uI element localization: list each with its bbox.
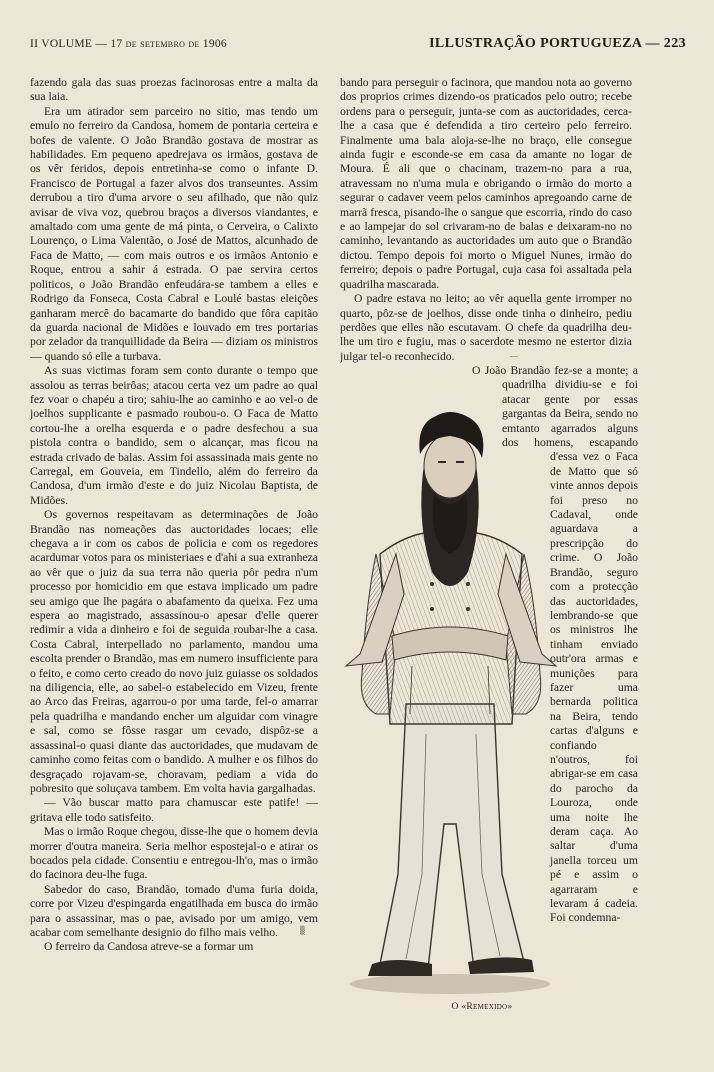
right-column-top bbox=[340, 76, 632, 364]
left-column bbox=[30, 76, 318, 1024]
header-publication-title: ILLUSTRAÇÃO PORTUGUEZA — 223 bbox=[429, 36, 686, 51]
ornament-mark: ▒ bbox=[300, 926, 305, 935]
right-column-lower bbox=[322, 364, 638, 1026]
paragraph: bando para perseguir o facinora, que mandou nota ao governo dos proprios crimes dizendo-os praticados pelo outro; recebe ordens para o perseguir, junta-se com as auctoridades, cerca-lhe a casa que é defendida a tiro certeiro pelo ferreiro. Finalmente uma bala aloja-se-lhe no braço, elle consegue ainda fugir e esconde-se em casa da amante no logar de Moura. É ali que o chacinam, trazem-no para a rua, atravessam no n'uma mula e obrigando o irmão do morto a segurar o cadaver veem pelos caminhos apregoando carne de marrã fresca, pisando-lhe o sangue que escorria, rindo do caso e ao lampejar do sol crivaram-no de balas e deixaram-no no caminho, levantando as auctoridades um auto que o Brandão dictou. Tempo depois foi morto o Miguel Nunes, irmão do ferreiro; depois o padre Portugal, cuja casa foi assaltada pela quadrilha mascarada. bbox=[340, 76, 632, 291]
paragraph: O ferreiro da Candosa atreve-se a formar um bbox=[44, 940, 254, 954]
header-volume-date: II VOLUME — 17 de setembro de 1906 bbox=[30, 38, 227, 50]
portrait-illustration bbox=[336, 404, 564, 1000]
ornament-dash: ⎯⎯ bbox=[510, 352, 518, 361]
paragraph: O padre estava no leito; ao vêr aquella gente irromper no quarto, pôz-se de joelhos, disse onde tinha o dinheiro, pediu perdões que elles não escutavam. O chefe da quadrilha deu-lhe um tiro e fugiu, mas o sacerdote mesmo ne estertor dizia julgar tel-o reconhecido. bbox=[340, 292, 632, 363]
paragraph: Os governos respeitavam as determinações de João Brandão nas nomeações das auctoridades locaes; elle chegava a ir com os cabos de policia e com os regedores acardumar votos para os ministeriaes e d'ahi a sua extranheza ao vêr que o juiz da sua terra não queria pôr pedra n'um processo por homicidio em que estava implicado um padre seu amigo que lhe pagára o abafamento da queixa. Fez uma espera ao magistrado, assassinou-o apesar d'elle querer redimir a vida a dinheiro e foi de seguida roubar-lhe a casa. Costa Cabral, interpellado no parlamento, mandou uma escolta prender o Brandão, mas em numero insufficiente para o feito, e como certo creado do novo juiz guiasse os soldados na diligencia, elle, ao sabel-o estabelecido em Vizeu, frente ao Arco das Freiras, agarrou-o por uma tarde, fel-o amarrar pela quadrilha e mandando encher um alguidar com vinagre e sal, como se fôsse rasgar um cevado, dispôz-se a assassinal-o quasi diante das auctoridades, que mudavam de caminho como feitas com o bandido. A mulher e os filhos do desgraçado rojavam-se, choravam, pediam a vida do pobresito que soluçava tambem. Em volta havia gargalhadas. bbox=[30, 508, 318, 795]
paragraph: — Vão buscar matto para chamuscar este patife! — gritava elle todo satisfeito. bbox=[30, 796, 318, 824]
paragraph: As suas victimas foram sem conto durante o tempo que assolou as terras beirôas; atacou certa vez um padre ao qual fez voar o chapéu a tiro; sahiu-lhe ao caminho e ao vel-o de joelhos supplicante e pasmado roubou-o. O Faca de Matto cortou-lhe a orelha esquerda e o padre desfechou a sua pistola contra o bandido, sem o alcançar, mas ficou na estrada crivado de balas. Assim foi assassinada mais gente no Carregal, em Gouveia, em Tindello, além do ferreiro da Candosa, d'um irmão d'este e do juiz Nicolau Baptista, de Midões. bbox=[30, 364, 318, 507]
paragraph: fazendo gala das suas proezas facinorosas entre a malta da sua laia. bbox=[30, 76, 318, 104]
paragraph: Mas o irmão Roque chegou, disse-lhe que o homem devia morrer d'outra maneira. Seria melhor espostejal-o e atirar os bocados pela cidade. Consentiu e entregou-lh'o, mas o irmão do facinora deu-lhe fuga. bbox=[30, 825, 318, 882]
paragraph: O João Brandão fez-se a monte; a quadrilha dividiu-se e foi atacar gente por essas gargantas da Beira, sendo no emtanto agarrados alguns dos homens, escapando d'essa vez o Faca de Matto que só vinte annos depois foi preso no Cadaval, onde aguardava a prescripção do crime. O João Brandão, seguro com a protecção das auctoridades, lembrando-se que os ministros lhe tinham enviado outr'ora armas e munições para fazer uma bernarda politica na Beira, tendo cartas d'alguns e confiando n'outros, foi abrigar-se em casa do parocho da Louroza, onde uma noite lhe deram caça. Ao saltar d'uma janella torceu um pé e assim o agarraram e levaram á cadeia. Foi condemna- bbox=[472, 364, 638, 925]
paragraph: Era um atirador sem parceiro no sitio, mas tendo um emulo no ferreiro da Candosa, homem de pontaria certeira e bofes de valente. O João Brandão gostava de mostrar as habilidades. Em pequeno apedrejava os irmãos, gostava de os vêr feridos, depois entretinha-se como o infante D. Francisco de Portugal a fazer alvos dos transeuntes. Assim derrubou a tiro d'uma arvore o seu afilhado, que não quiz avisar de viva voz, quebrou braços a diversos viandantes, e amaltado com uma gente de má pinta, o Cerveira, o Calixto Lourenço, o Lima Valentão, o José de Mattos, alcunhado de Faca de Matto, — com mais outros e os irmãos Antonio e Roque, entrou a sahir á estrada. O pae servira certos politicos, o João Brandão enfeudára-se tambem a elles e Rodrigo da Fonseca, Costa Cabral e Loulé bastas eleições ganharam mercê do bacamarte do bandido que fôra capitão da guarda nacional de Midões e louvado em tres portarias por zelador da tranquillidade da Beira — diziam os ministros — quando só elle a turbava. bbox=[30, 104, 318, 363]
paragraph: Sabedor do caso, Brandão, tomado d'uma furia doida, corre por Vizeu d'espingarda engatilhada em busca do irmão para o assassinar, mas o pae, avisado por um amigo, vem acabar com semelhante designio do filho mais velho. bbox=[30, 882, 318, 939]
portrait-caption: O «Remexido» bbox=[451, 1002, 513, 1012]
running-header bbox=[30, 38, 686, 56]
